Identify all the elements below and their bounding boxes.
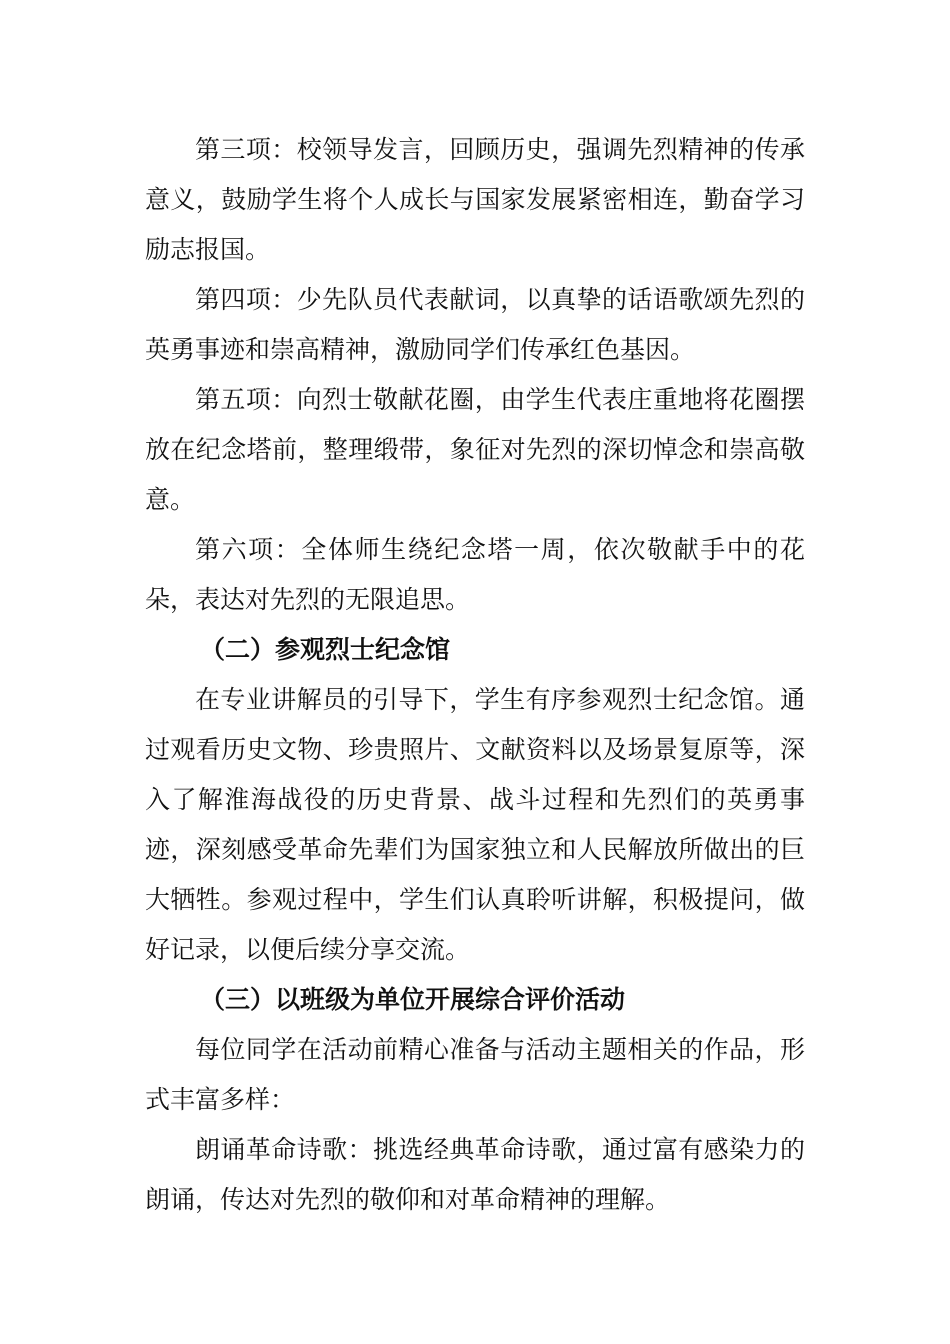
document-page xyxy=(145,125,805,1225)
paragraph-works-intro: 每位同学在活动前精心准备与活动主题相关的作品，形式丰富多样： xyxy=(145,1035,805,1114)
paragraph-item-4: 第四项：少先队员代表献词，以真挚的话语歌颂先烈的英勇事迹和崇高精神，激励同学们传承红色基因。 xyxy=(145,285,805,364)
section-heading-museum: （二）参观烈士纪念馆 xyxy=(200,635,451,664)
paragraph-item-6: 第六项：全体师生绕纪念塔一周，依次敬献手中的花朵，表达对先烈的无限追思。 xyxy=(145,535,805,614)
paragraph-poetry-recital: 朗诵革命诗歌：挑选经典革命诗歌，通过富有感染力的朗诵，传达对先烈的敬仰和对革命精神的理解。 xyxy=(145,1135,805,1214)
paragraph-item-5: 第五项：向烈士敬献花圈，由学生代表庄重地将花圈摆放在纪念塔前，整理缎带，象征对先烈的深切悼念和崇高敬意。 xyxy=(145,385,805,514)
section-heading-evaluation: （三）以班级为单位开展综合评价活动 xyxy=(200,985,626,1014)
paragraph-museum-visit: 在专业讲解员的引导下，学生有序参观烈士纪念馆。通过观看历史文物、珍贵照片、文献资料以及场景复原等，深入了解淮海战役的历史背景、战斗过程和先烈们的英勇事迹，深刻感受革命先辈们为国家独立和人民解放所做出的巨大牺牲。参观过程中，学生们认真聆听讲解，积极提问，做好记录，以便后续分享交流。 xyxy=(145,685,805,964)
paragraph-item-3: 第三项：校领导发言，回顾历史，强调先烈精神的传承意义，鼓励学生将个人成长与国家发展紧密相连，勤奋学习励志报国。 xyxy=(145,135,805,264)
